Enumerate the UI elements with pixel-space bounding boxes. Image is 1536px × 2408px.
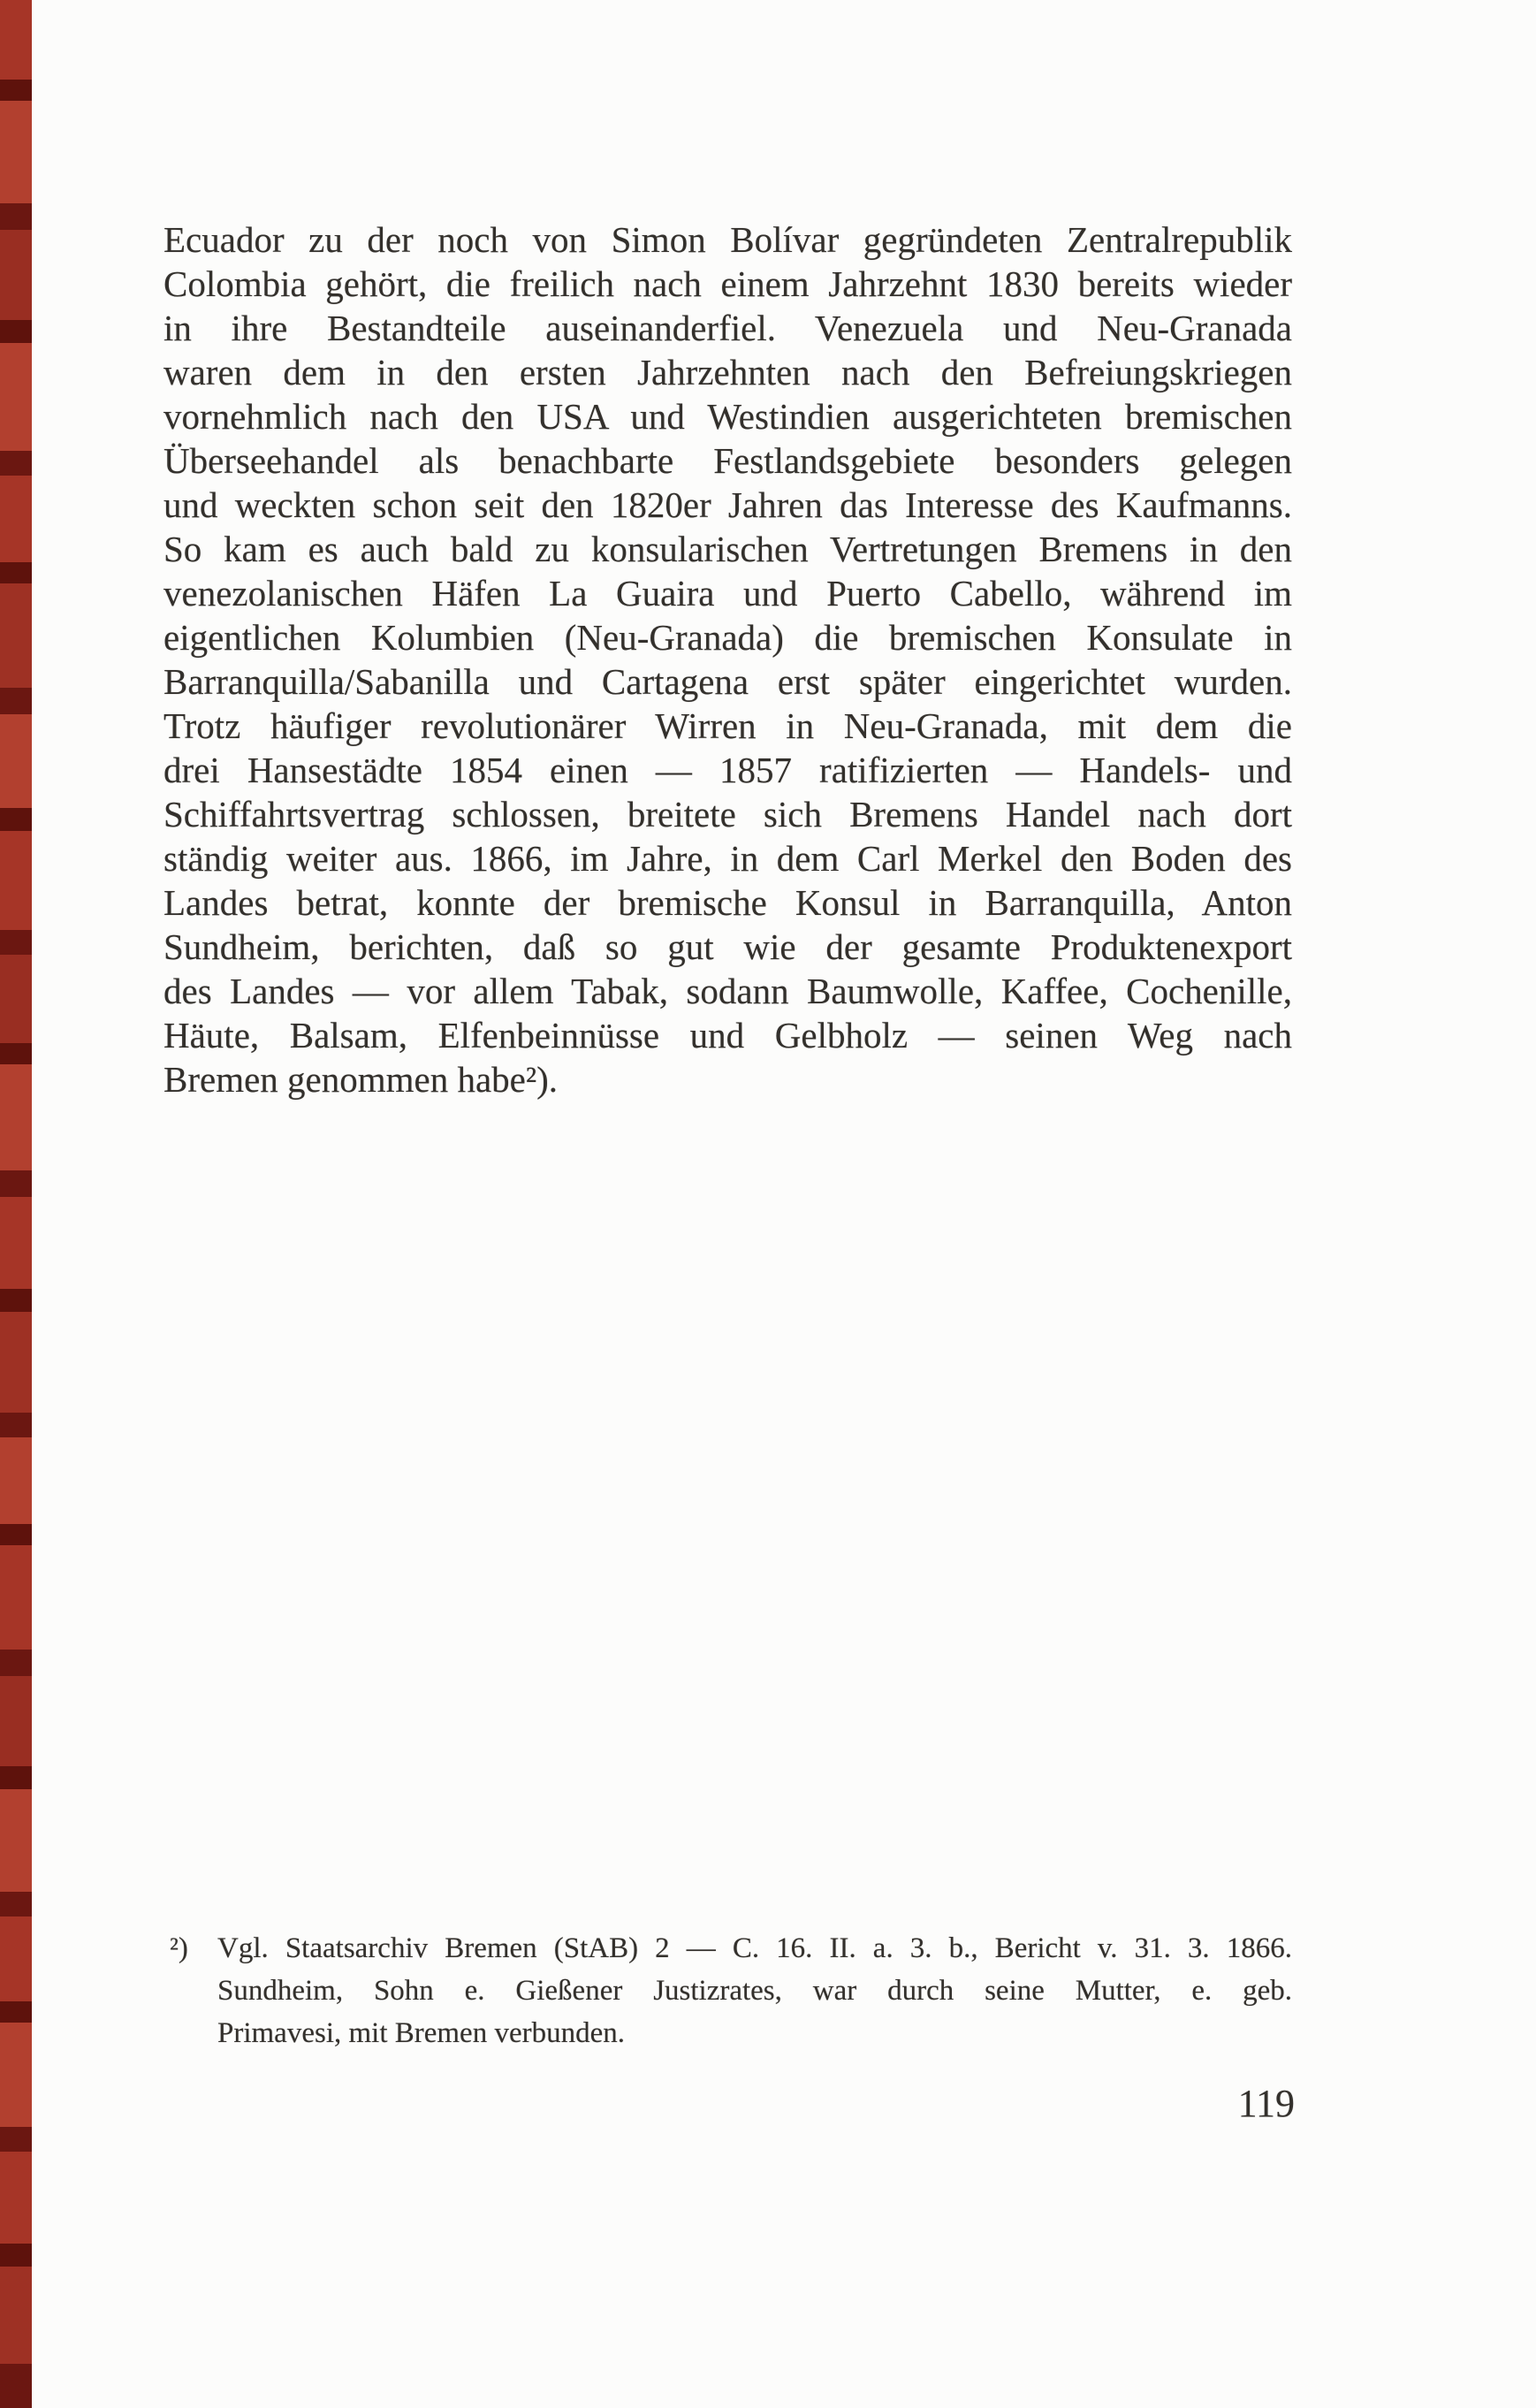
text-line: Landes betrat, konnte der bremische Konsul in Barranquilla, Anton — [163, 882, 1292, 923]
text-line: und weckten schon seit den 1820er Jahren das Interesse des Kaufmanns. — [163, 484, 1292, 525]
spine-segment — [0, 2001, 32, 2023]
text-line: eigentlichen Kolumbien (Neu-Granada) die bremischen Konsulate in — [163, 617, 1292, 658]
text-line: waren dem in den ersten Jahrzehnten nach den Befreiungskriegen — [163, 352, 1292, 392]
text-line: Bremen genommen habe²). — [163, 1059, 559, 1100]
spine-segment — [0, 2127, 32, 2152]
spine-segment — [0, 476, 32, 562]
text-line: ständig weiter aus. 1866, im Jahre, in dem Carl Merkel den Boden des — [163, 838, 1292, 879]
spine-segment — [0, 688, 32, 714]
spine-segment — [0, 930, 32, 955]
text-line: Sundheim, Sohn e. Gießener Justizrates, war durch seine Mutter, e. geb. — [217, 1975, 1292, 2007]
text-line: venezolanischen Häfen La Guaira und Puerto Cabello, während im — [163, 573, 1292, 613]
text-line: So kam es auch bald zu konsularischen Vertretungen Bremens in den — [163, 529, 1292, 569]
spine-segment — [0, 2267, 32, 2364]
text-line: Primavesi, mit Bremen verbunden. — [217, 2017, 625, 2049]
spine-segment — [0, 1437, 32, 1524]
spine-segment — [0, 2364, 32, 2408]
spine-segment — [0, 1043, 32, 1064]
spine-segment — [0, 808, 32, 831]
spine-segment — [0, 1916, 32, 2001]
text-line: Schiffahrtsvertrag schlossen, breitete sich Bremens Handel nach dort — [163, 794, 1292, 834]
spine-segment — [0, 0, 32, 80]
spine-segment — [0, 831, 32, 930]
text-line: drei Hansestädte 1854 einen — 1857 ratifizierten — Handels- und — [163, 750, 1292, 790]
spine-segment — [0, 343, 32, 451]
text-line: Colombia gehört, die freilich nach einem Jahrzehnt 1830 bereits wieder — [163, 263, 1292, 304]
spine-segment — [0, 583, 32, 688]
footnote-marker: ²) — [170, 1932, 188, 1964]
text-line: Ecuador zu der noch von Simon Bolívar gegründeten Zentralrepublik — [163, 219, 1292, 260]
page-number: 119 — [1237, 2082, 1295, 2125]
text-line: Häute, Balsam, Elfenbeinnüsse und Gelbholz — seinen Weg nach — [163, 1015, 1292, 1055]
spine-segment — [0, 2244, 32, 2267]
spine-segment — [0, 80, 32, 101]
text-line: Überseehandel als benachbarte Festlandsgebiete besonders gelegen — [163, 440, 1292, 481]
spine-segment — [0, 1545, 32, 1650]
text-line: Barranquilla/Sabanilla und Cartagena erst später eingerichtet wurden. — [163, 661, 1292, 702]
text-line: des Landes — vor allem Tabak, sodann Baumwolle, Kaffee, Cochenille, — [163, 971, 1292, 1011]
text-line: vornehmlich nach den USA und Westindien ausgerichteten bremischen — [163, 396, 1292, 437]
spine-segment — [0, 1789, 32, 1892]
spine-segment — [0, 1197, 32, 1289]
text-line: Vgl. Staatsarchiv Bremen (StAB) 2 — C. 16. II. a. 3. b., Bericht v. 31. 3. 1866. — [217, 1932, 1292, 1964]
footnote — [217, 1927, 1292, 2054]
spine-segment — [0, 230, 32, 320]
spine-segment — [0, 1170, 32, 1197]
spine-segment — [0, 562, 32, 583]
spine-segment — [0, 714, 32, 808]
text-line: Trotz häufiger revolutionärer Wirren in Neu-Granada, mit dem die — [163, 705, 1292, 746]
spine-segment — [0, 1524, 32, 1545]
spine-segment — [0, 2152, 32, 2244]
spine-segment — [0, 1413, 32, 1437]
spine-segment — [0, 1289, 32, 1312]
spine-segment — [0, 1892, 32, 1916]
text-line: Sundheim, berichten, daß so gut wie der gesamte Produktenexport — [163, 926, 1292, 967]
spine-segment — [0, 203, 32, 230]
text-line: in ihre Bestandteile auseinanderfiel. Venezuela und Neu-Granada — [163, 308, 1292, 348]
spine-segment — [0, 451, 32, 476]
main-paragraph — [163, 217, 1292, 1101]
spine-segment — [0, 1766, 32, 1789]
spine-segment — [0, 1312, 32, 1413]
spine-segment — [0, 1650, 32, 1676]
spine-segment — [0, 1064, 32, 1170]
spine-segment — [0, 101, 32, 203]
binding-edge-stripe — [0, 0, 32, 2408]
spine-segment — [0, 320, 32, 343]
spine-segment — [0, 2023, 32, 2127]
spine-segment — [0, 955, 32, 1043]
spine-segment — [0, 1676, 32, 1766]
